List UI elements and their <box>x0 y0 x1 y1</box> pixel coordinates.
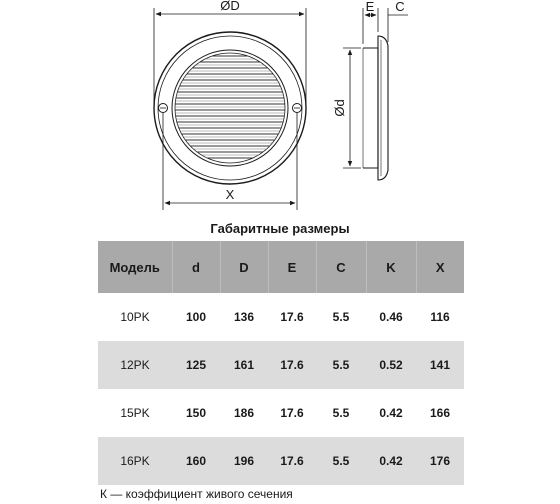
cell-d-large: 136 <box>233 310 255 324</box>
cell-d-large: 196 <box>220 437 268 485</box>
e-dimension-label: E <box>365 0 375 14</box>
outer-diameter-label: ØD <box>220 0 240 13</box>
cell-d-small: 100 <box>185 310 207 324</box>
cell-x: 166 <box>429 406 451 420</box>
cell-k: 0.52 <box>366 341 416 389</box>
header-c: C <box>316 241 366 293</box>
cell-k: 0.46 <box>379 310 403 324</box>
dimension-outer-diameter <box>154 8 306 106</box>
table-row <box>98 437 464 485</box>
cell-k: 0.42 <box>366 437 416 485</box>
inner-diameter-label: Ød <box>332 99 347 117</box>
x-dimension-label: X <box>225 187 235 202</box>
cell-d-small: 160 <box>172 437 220 485</box>
cell-x: 141 <box>416 341 464 389</box>
cell-e: 17.6 <box>268 341 316 389</box>
cell-c: 5.5 <box>316 341 366 389</box>
cell-model: 10PK <box>120 310 150 324</box>
table-header-row <box>98 241 464 293</box>
header-x: X <box>416 241 464 293</box>
screw-right-icon <box>293 104 302 113</box>
table-row <box>98 293 464 341</box>
cell-c: 5.5 <box>332 310 350 324</box>
cell-c: 5.5 <box>316 437 366 485</box>
table-row <box>98 341 464 389</box>
louver-slats-shadow <box>170 59 290 155</box>
front-flange <box>378 36 388 180</box>
side-view <box>363 36 388 180</box>
front-view <box>154 32 306 184</box>
dimensions-table <box>98 241 464 485</box>
table-row <box>98 389 464 437</box>
cell-d-large: 161 <box>220 341 268 389</box>
cell-e: 17.6 <box>280 406 304 420</box>
screw-left-icon <box>159 104 168 113</box>
grille-border <box>172 50 288 166</box>
header-d-small: d <box>172 241 220 293</box>
footnote: К — коэффициент живого сечения <box>100 487 293 501</box>
cell-x: 116 <box>430 310 450 324</box>
cell-x: 176 <box>416 437 464 485</box>
c-dimension-label: C <box>395 0 405 14</box>
cell-d-small: 125 <box>172 341 220 389</box>
header-e: E <box>268 241 316 293</box>
outer-rim <box>154 32 306 184</box>
cell-d-large: 186 <box>233 406 255 420</box>
cell-e: 17.6 <box>280 310 304 324</box>
cell-model: 12PK <box>98 341 172 389</box>
header-d-large: D <box>220 241 268 293</box>
duct-body <box>363 48 378 168</box>
cell-e: 17.6 <box>268 437 316 485</box>
cell-k: 0.42 <box>379 406 403 420</box>
cell-model: 16PK <box>98 437 172 485</box>
cell-c: 5.5 <box>332 406 350 420</box>
technical-drawing <box>0 0 560 220</box>
header-model: Модель <box>98 241 172 293</box>
cell-d-small: 150 <box>185 406 207 420</box>
header-k: K <box>366 241 416 293</box>
cell-model: 15PK <box>120 406 150 420</box>
table-title: Габаритные размеры <box>210 221 350 236</box>
